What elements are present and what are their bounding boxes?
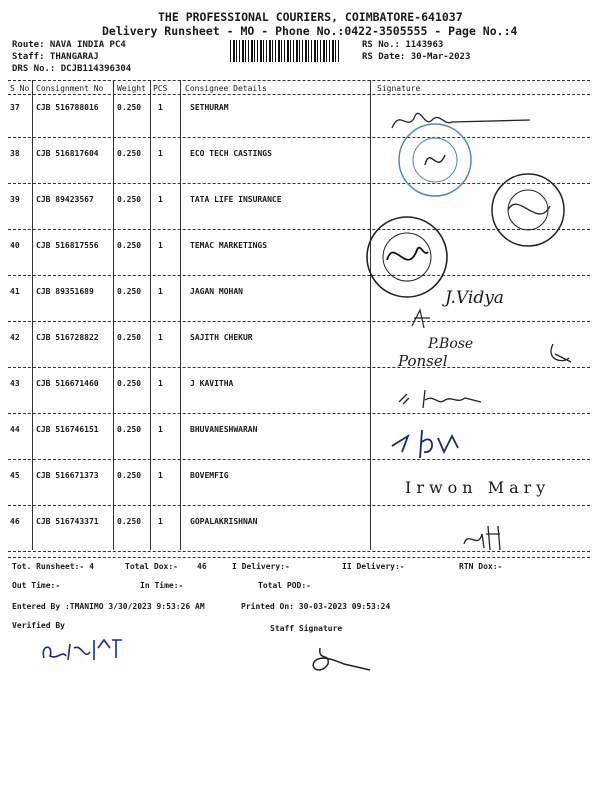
row-consignee: SAJITH CHEKUR — [190, 333, 253, 342]
entered-by: Entered By :TMANIMO 3/30/2023 9:53:26 AM — [12, 602, 205, 611]
row-pcs: 1 — [158, 333, 163, 342]
insurance-stamp-icon — [488, 170, 568, 250]
row-pcs: 1 — [158, 149, 163, 158]
row-weight: 0.250 — [117, 379, 142, 388]
runsheet-subtitle: Delivery Runsheet - MO - Phone No.:0422-3505555 - Page No.:4 — [102, 24, 518, 38]
row-sno: 42 — [10, 333, 20, 342]
row-consignment-no: CJB 516746151 — [36, 425, 99, 434]
total-pod-label: Total POD:- — [258, 581, 311, 590]
signature-mark — [543, 340, 573, 366]
tot-runsheet: Tot. Runsheet:- 4 — [12, 562, 94, 571]
table-top-rule — [8, 80, 590, 81]
rs-date: RS Date: 30-Mar-2023 — [362, 52, 471, 62]
row-consignee: BOVEMFIG — [190, 471, 229, 480]
row-consignee: SETHURAM — [190, 103, 229, 112]
signature-mark — [395, 384, 485, 414]
row-sno: 45 — [10, 471, 20, 480]
row-separator — [8, 459, 590, 460]
drs-number: DRS No.: DCJB114396304 — [12, 64, 132, 74]
company-stamp-icon — [395, 120, 475, 200]
in-time-label: In Time:- — [140, 581, 184, 590]
row-consignee: GOPALAKRISHNAN — [190, 517, 258, 526]
row-weight: 0.250 — [117, 287, 142, 296]
row-weight: 0.250 — [117, 103, 142, 112]
verified-by-label: Verified By — [12, 621, 65, 630]
row-pcs: 1 — [158, 517, 163, 526]
handwritten-signature: P.Bose — [428, 336, 474, 352]
verifier-signature — [38, 630, 138, 670]
col-divider — [113, 80, 114, 550]
row-pcs: 1 — [158, 379, 163, 388]
row-consignee: BHUVANESHWARAN — [190, 425, 258, 434]
barcode-image — [230, 40, 340, 62]
header-bottom-rule — [8, 94, 590, 95]
col-divider — [180, 80, 181, 550]
row-consignment-no: CJB 516817604 — [36, 149, 99, 158]
col-header-signature: Signature — [377, 84, 421, 93]
handwritten-signature: J.Vidya — [445, 288, 504, 308]
row-consignee: TATA LIFE INSURANCE — [190, 195, 282, 204]
footer-rule — [8, 557, 590, 558]
row-pcs: 1 — [158, 241, 163, 250]
row-weight: 0.250 — [117, 149, 142, 158]
col-header-consignee: Consignee Details — [185, 84, 267, 93]
rtn-dox-label: RTN Dox:- — [459, 562, 503, 571]
company-title: THE PROFESSIONAL COURIERS, COIMBATORE-641037 — [158, 10, 463, 24]
row-sno: 40 — [10, 241, 20, 250]
row-pcs: 1 — [158, 287, 163, 296]
row-pcs: 1 — [158, 471, 163, 480]
row-sno: 38 — [10, 149, 20, 158]
staff-signature — [300, 640, 380, 680]
row-consignment-no: CJB 89423567 — [36, 195, 94, 204]
row-consignee: J KAVITHA — [190, 379, 234, 388]
out-time-label: Out Time:- — [12, 581, 61, 590]
row-consignment-no: CJB 516817556 — [36, 241, 99, 250]
row-weight: 0.250 — [117, 195, 142, 204]
row-weight: 0.250 — [117, 333, 142, 342]
row-pcs: 1 — [158, 425, 163, 434]
printed-on: Printed On: 30-03-2023 09:53:24 — [241, 602, 391, 611]
row-sno: 46 — [10, 517, 20, 526]
handwritten-signature: Irwon Mary — [405, 478, 551, 497]
handwritten-signature: Ponsel — [398, 352, 448, 370]
staff-label: Staff: THANGARAJ — [12, 52, 99, 62]
row-separator — [8, 413, 590, 414]
row-weight: 0.250 — [117, 471, 142, 480]
total-dox-label: Total Dox:- — [125, 562, 178, 571]
row-sno: 43 — [10, 379, 20, 388]
signature-mark — [388, 424, 478, 464]
col-divider — [32, 80, 33, 550]
row-consignee: TEMAC MARKETINGS — [190, 241, 268, 250]
row-consignment-no: CJB 89351689 — [36, 287, 94, 296]
row-consignment-no: CJB 516788016 — [36, 103, 99, 112]
row-consignment-no: CJB 516671373 — [36, 471, 99, 480]
staff-signature-label: Staff Signature — [270, 624, 343, 633]
row-pcs: 1 — [158, 195, 163, 204]
rs-number: RS No.: 1143963 — [362, 40, 444, 50]
col-header-sno: S No — [10, 84, 30, 93]
col-header-weight: Weight — [117, 84, 146, 93]
col-header-pcs: PCS — [153, 84, 168, 93]
col-header-consignment: Consignment No — [36, 84, 104, 93]
row-sno: 44 — [10, 425, 20, 434]
ii-delivery-label: II Delivery:- — [342, 562, 405, 571]
col-divider — [150, 80, 151, 550]
row-separator — [8, 505, 590, 506]
row-consignee: ECO TECH CASTINGS — [190, 149, 272, 158]
row-sno: 37 — [10, 103, 20, 112]
signature-mark — [458, 520, 508, 556]
route-label: Route: NAVA INDIA PC4 — [12, 40, 126, 50]
row-consignee: JAGAN MOHAN — [190, 287, 243, 296]
row-weight: 0.250 — [117, 425, 142, 434]
total-dox-value: 46 — [197, 562, 207, 571]
col-divider — [370, 80, 371, 550]
row-sno: 41 — [10, 287, 20, 296]
row-weight: 0.250 — [117, 241, 142, 250]
row-sno: 39 — [10, 195, 20, 204]
row-pcs: 1 — [158, 103, 163, 112]
signature-mark — [408, 308, 438, 330]
marketing-stamp-icon — [362, 212, 452, 302]
row-separator — [8, 321, 590, 322]
row-separator — [8, 275, 590, 276]
row-consignment-no: CJB 516743371 — [36, 517, 99, 526]
row-separator — [8, 367, 590, 368]
row-weight: 0.250 — [117, 517, 142, 526]
i-delivery-label: I Delivery:- — [232, 562, 290, 571]
row-consignment-no: CJB 516728822 — [36, 333, 99, 342]
row-consignment-no: CJB 516671460 — [36, 379, 99, 388]
